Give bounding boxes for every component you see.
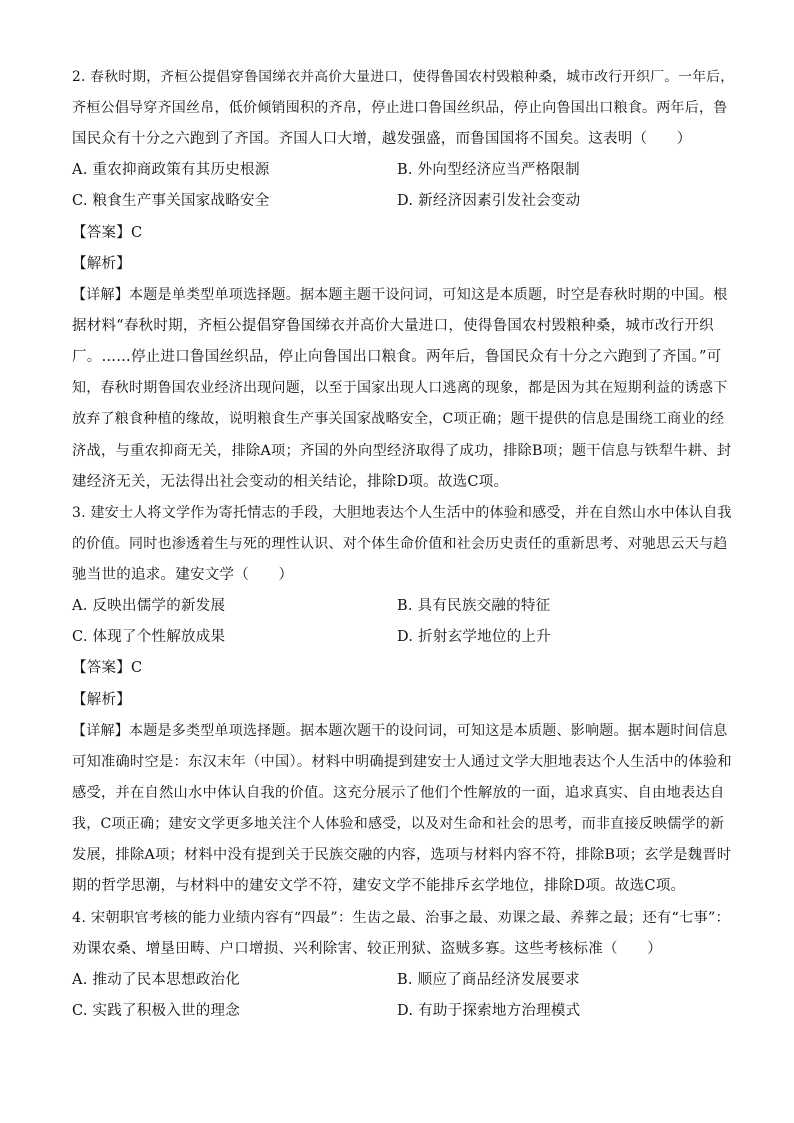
q3-stem-line-3: 驰当世的追求。建安文学（ ） — [72, 567, 294, 583]
q2-analysis-label: 【解析】 — [72, 256, 131, 272]
q3-detail-line-2: 可知准确时空是：东汉末年（中国）。材料中明确提到建安士人通过文学大胆地表达个人生活中的体验和 — [72, 754, 732, 770]
q2-detail-line-7: 建经济无关，无法得出社会变动的相关结论，排除D项。故选C项。 — [72, 474, 509, 490]
q2-detail-line-1: 【详解】本题是单类型单项选择题。据本题主题干设问词，可知这是本质题，时空是春秋时期的中国。根 — [72, 287, 728, 303]
q3-detail-line-6: 期的哲学思潮，与材料中的建安文学不符，建安文学不能排斥玄学地位，排除D项。故选C项。 — [72, 878, 686, 894]
q3-option-d: D. 折射玄学地位的上升 — [397, 629, 551, 645]
q3-detail-line-4: 我，C项正确；建安文学更多地关注个人体验和感受，以及对生命和社会的思考，而非直接反映儒学的新 — [72, 816, 725, 832]
q2-stem-line-1: 2. 春秋时期，齐桓公提倡穿鲁国绨衣并高价大量进口，使得鲁国农村毁粮种桑，城市改行开织厂。一年后， — [72, 69, 735, 85]
q2-option-d: D. 新经济因素引发社会变动 — [397, 193, 581, 209]
q2-option-b: B. 外向型经济应当严格限制 — [397, 162, 580, 178]
q4-option-c: C. 实践了积极入世的理念 — [72, 1003, 241, 1019]
q2-detail-line-5: 放弃了粮食种植的缘故，说明粮食生产事关国家战略安全，C项正确；题干提供的信息是围绕工商业的经 — [72, 411, 725, 427]
q3-detail-line-1: 【详解】本题是多类型单项选择题。据本题次题干的设问词，可知这是本质题、影响题。据本题时间信息 — [72, 723, 728, 739]
q2-detail-line-2: 据材料“春秋时期，齐桓公提倡穿鲁国绨衣并高价大量进口，使得鲁国农村毁粮种桑，城市改行开织 — [72, 318, 714, 334]
q3-detail-line-3: 感受，并在自然山水中体认自我的价值。这充分展示了他们个性解放的一面，追求真实、自由地表达自 — [72, 785, 725, 801]
q3-detail-line-5: 发展，排除A项；材料中没有提到关于民族交融的内容，选项与材料内容不符，排除B项；玄学是魏晋时 — [72, 847, 732, 863]
q4-option-a: A. 推动了民本思想政治化 — [72, 972, 240, 988]
q2-stem-line-3: 国民众有十分之六跑到了齐国。齐国人口大增，越发强盛，而鲁国国将不国矣。这表明（ ） — [72, 131, 692, 147]
q2-answer: 【答案】C — [72, 225, 143, 241]
q3-analysis-label: 【解析】 — [72, 692, 131, 708]
q3-option-a: A. 反映出儒学的新发展 — [72, 598, 226, 614]
q3-stem-line-2: 的价值。同时也渗透着生与死的理性认识、对个体生命价值和社会历史责任的重新思考、对驰思云天与趋 — [72, 536, 728, 552]
q3-stem-line-1: 3. 建安士人将文学作为寄托情志的手段，大胆地表达个人生活中的体验和感受，并在自然山水中体认自我 — [72, 505, 732, 521]
q4-option-b: B. 顺应了商品经济发展要求 — [397, 972, 580, 988]
q2-detail-line-6: 济战，与重农抑商无关，排除A项；齐国的外向型经济取得了成功，排除B项；题干信息与铁犁牛耕、封 — [72, 443, 732, 459]
q4-option-d: D. 有助于探索地方治理模式 — [397, 1003, 581, 1019]
q2-option-c: C. 粮食生产事关国家战略安全 — [72, 193, 270, 209]
q4-stem-line-1: 4. 宋朝职官考核的能力业绩内容有“四最”：生齿之最、治事之最、劝课之最、养葬之最；还有“七事”： — [72, 910, 731, 926]
q4-stem-line-2: 劝课农桑、增垦田畴、户口增损、兴利除害、较正刑狱、盗贼多寡。这些考核标准（ ） — [72, 941, 662, 957]
q2-detail-line-4: 知，春秋时期鲁国农业经济出现问题，以至于国家出现人口逃离的现象，都是因为其在短期利益的诱惑下 — [72, 380, 728, 396]
q2-detail-line-3: 厂。……停止进口鲁国丝织品，停止向鲁国出口粮食。两年后，鲁国民众有十分之六跑到了齐国。”可 — [72, 349, 722, 365]
q2-option-a: A. 重农抑商政策有其历史根源 — [72, 162, 270, 178]
q3-option-b: B. 具有民族交融的特征 — [397, 598, 551, 614]
q3-option-c: C. 体现了个性解放成果 — [72, 629, 226, 645]
q2-stem-line-2: 齐桓公倡导穿齐国丝帛，低价倾销囤积的齐帛，停止进口鲁国丝织品，停止向鲁国出口粮食。两年后，鲁 — [72, 100, 728, 116]
q3-answer: 【答案】C — [72, 660, 143, 676]
